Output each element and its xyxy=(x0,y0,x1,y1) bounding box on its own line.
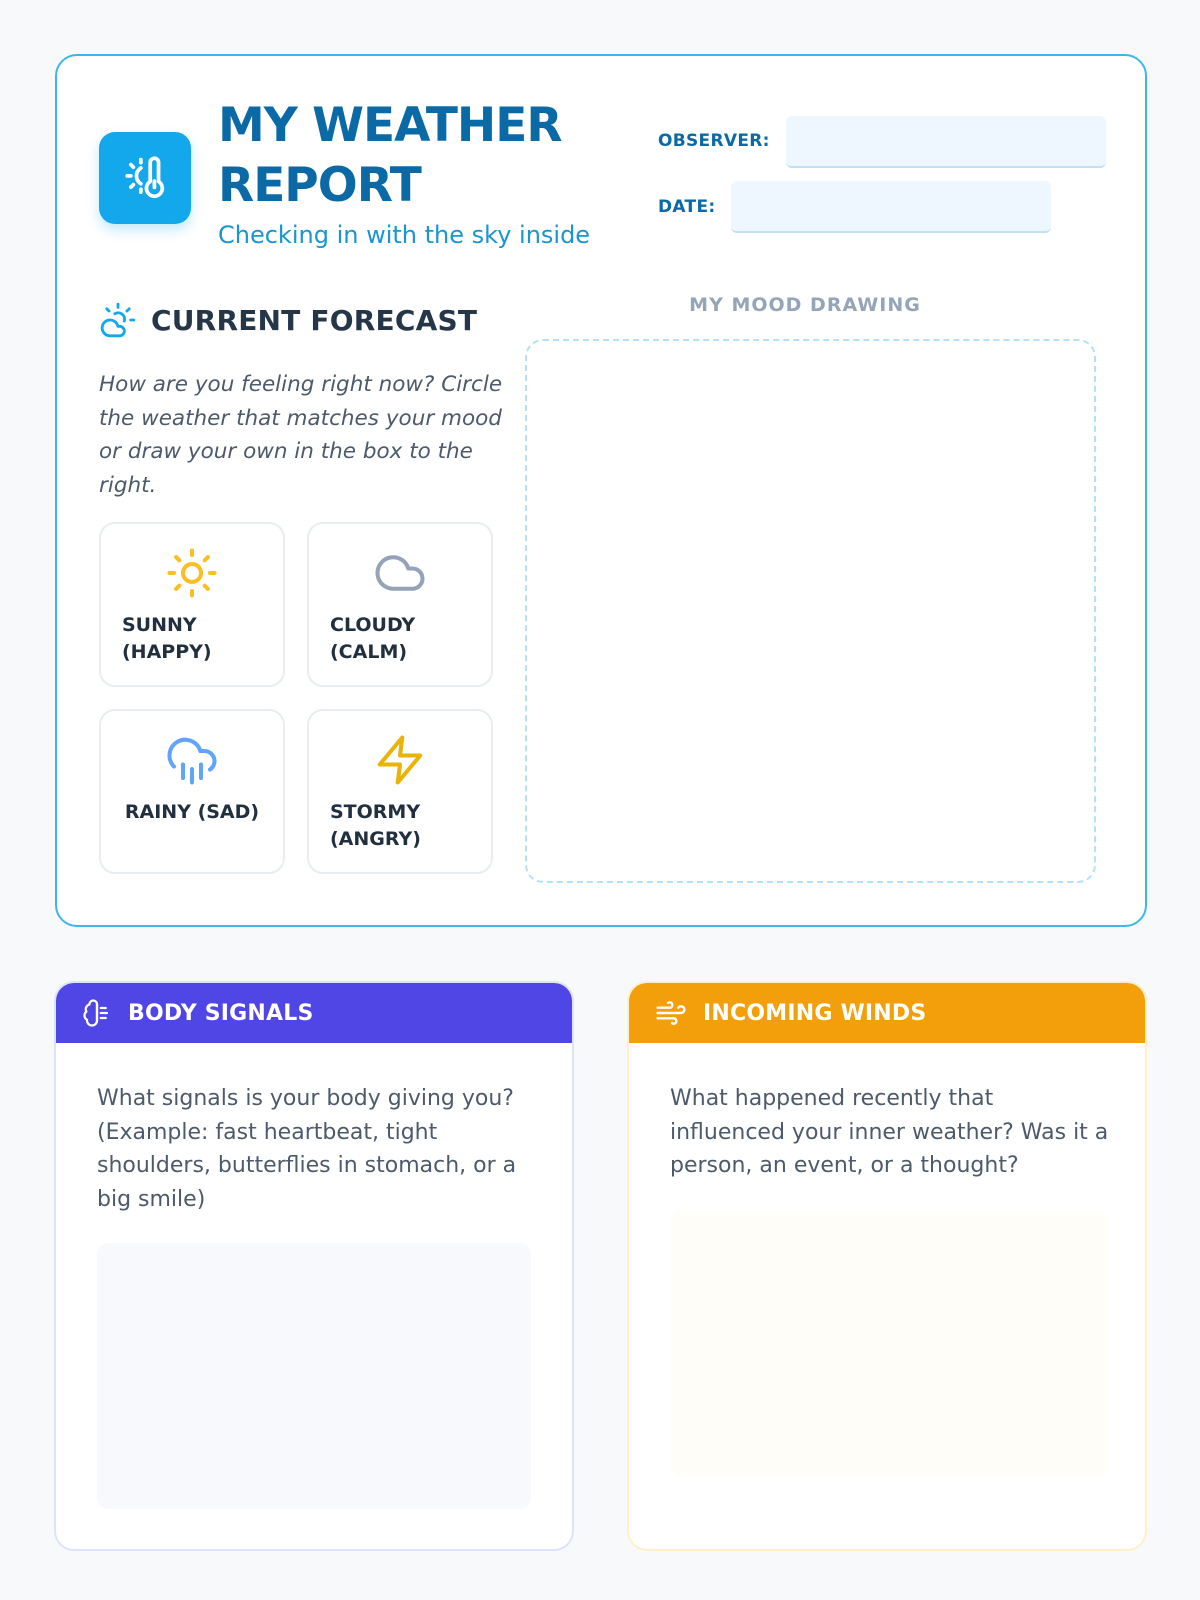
body-signals-prompt: What signals is your body giving you? (Example: fast heartbeat, tight shoulders, butterflies in stomach, or a big smile) xyxy=(97,1086,517,1212)
weather-report-card xyxy=(55,54,1147,927)
mood-option-rainy[interactable] xyxy=(99,709,285,874)
incoming-winds-header xyxy=(629,983,1145,1043)
incoming-winds-answer-area[interactable] xyxy=(670,1211,1108,1476)
cloud-icon xyxy=(373,546,427,600)
brain-icon xyxy=(82,998,112,1028)
forecast-prompt: How are you feeling right now? Circle the weather that matches your mood or draw your own in the box to the right. xyxy=(99,372,503,498)
mood-label: CLOUDY (CALM) xyxy=(330,614,416,663)
drawing-label: MY MOOD DRAWING xyxy=(689,294,921,316)
forecast-heading xyxy=(99,301,477,339)
date-label: DATE: xyxy=(658,197,716,217)
body-signals-header xyxy=(56,983,572,1043)
mood-label: STORMY (ANGRY) xyxy=(330,801,421,850)
partly-sunny-cloud-icon xyxy=(99,301,137,339)
wind-icon xyxy=(655,997,687,1029)
mood-option-cloudy[interactable] xyxy=(307,522,493,687)
mood-label: RAINY (SAD) xyxy=(124,801,260,823)
forecast-title: CURRENT FORECAST xyxy=(151,303,478,337)
incoming-winds-title: INCOMING WINDS xyxy=(703,1000,927,1026)
observer-label: OBSERVER: xyxy=(658,131,770,151)
date-field[interactable] xyxy=(731,181,1051,233)
mood-label: SUNNY (HAPPY) xyxy=(122,614,212,663)
incoming-winds-prompt: What happened recently that influenced your inner weather? Was it a person, an event, or a thought? xyxy=(670,1086,1109,1178)
incoming-winds-card xyxy=(627,981,1147,1551)
body-signals-title: BODY SIGNALS xyxy=(128,1000,314,1026)
page-subtitle: Checking in with the sky inside xyxy=(218,221,591,249)
mood-drawing-area[interactable] xyxy=(525,339,1096,883)
sun-icon xyxy=(165,546,219,600)
logo-badge xyxy=(99,132,191,224)
page-title: MY WEATHER REPORT xyxy=(218,98,562,213)
mood-option-stormy[interactable] xyxy=(307,709,493,874)
lightning-icon xyxy=(373,733,427,787)
mood-option-sunny[interactable] xyxy=(99,522,285,687)
rain-cloud-icon xyxy=(165,733,219,787)
body-signals-card xyxy=(54,981,574,1551)
sun-thermometer-icon xyxy=(120,153,170,203)
body-signals-answer-area[interactable] xyxy=(97,1243,531,1509)
observer-field[interactable] xyxy=(786,116,1106,168)
